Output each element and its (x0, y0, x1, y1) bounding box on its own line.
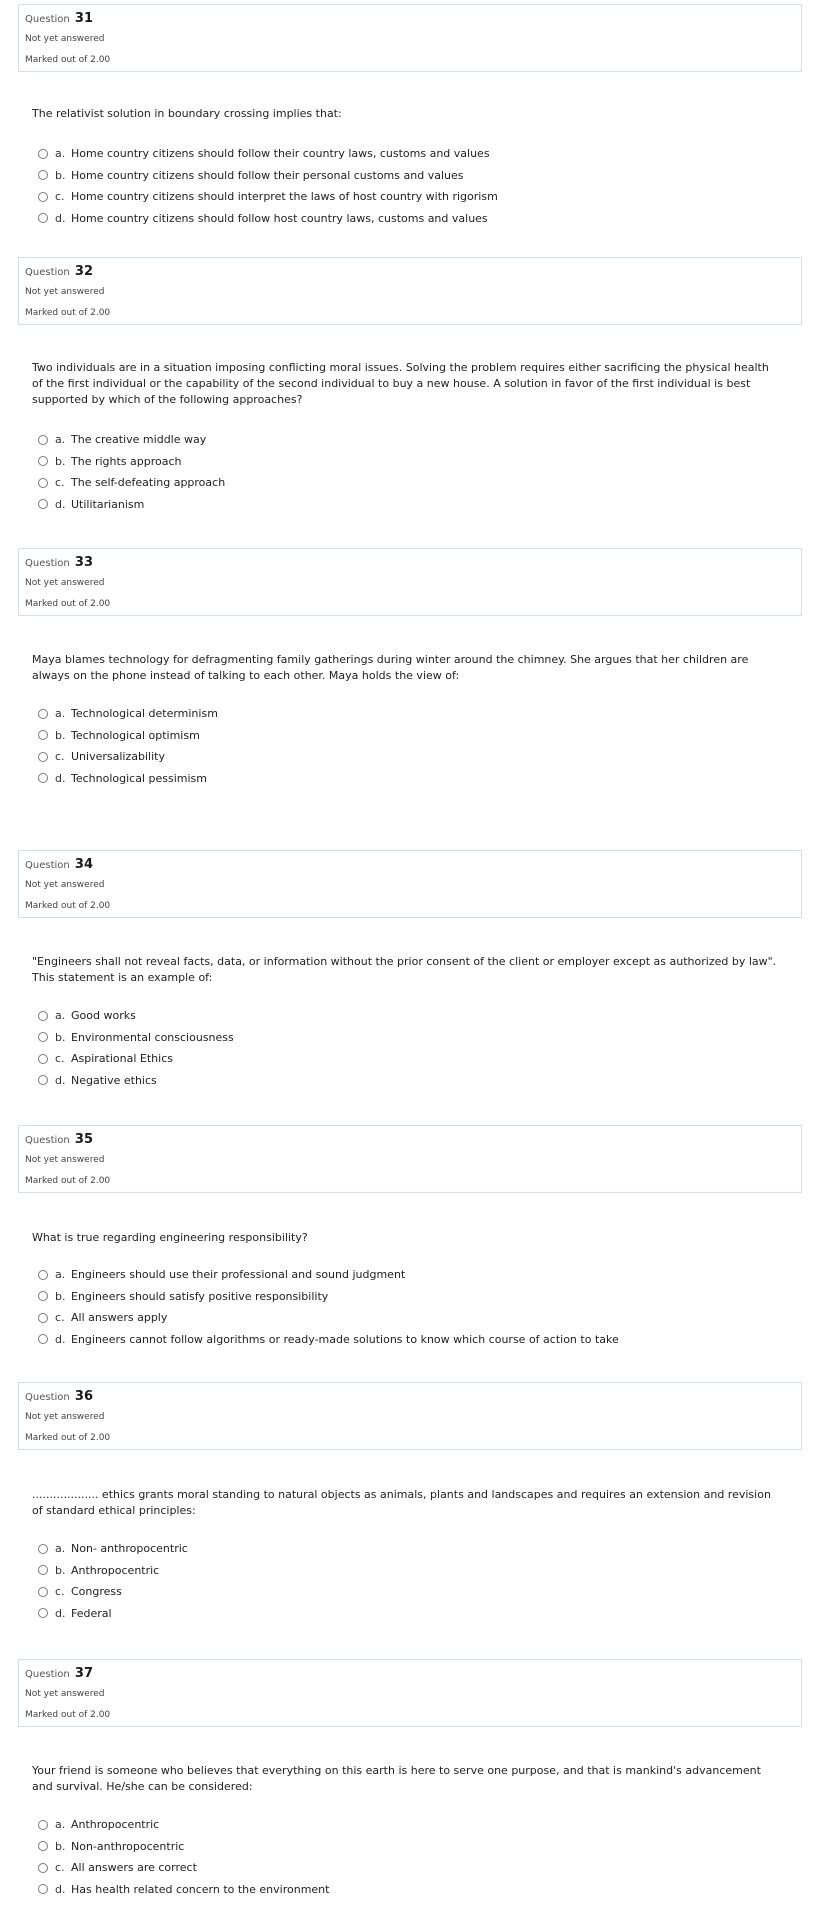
question-number-value: 32 (74, 264, 94, 279)
question-number-prefix: Question (25, 1669, 70, 1680)
question-number (25, 555, 93, 570)
answer-options (38, 1264, 758, 1350)
option-text: Non-anthropocentric (71, 1839, 185, 1853)
question-state: Not yet answered (25, 287, 105, 297)
option-text: Federal (71, 1606, 112, 1620)
option-text: Utilitarianism (71, 497, 145, 511)
question-grade: Marked out of 2.00 (25, 1176, 111, 1186)
radio-button[interactable] (38, 1565, 48, 1575)
option-letter: d. (55, 497, 66, 511)
option-text: Anthropocentric (71, 1818, 160, 1832)
option-text: Congress (71, 1585, 122, 1599)
option-text: Environmental consciousness (71, 1030, 234, 1044)
radio-button[interactable] (38, 149, 48, 159)
answer-option-c[interactable] (38, 1307, 758, 1329)
radio-button[interactable] (38, 456, 48, 466)
answer-options (38, 1005, 758, 1091)
answer-option-b[interactable] (38, 1836, 758, 1858)
answer-option-d[interactable] (38, 494, 758, 516)
radio-button[interactable] (38, 213, 48, 223)
option-letter: d. (55, 1073, 66, 1087)
option-letter: b. (55, 168, 66, 182)
option-letter: d. (55, 1332, 66, 1346)
question-number-value: 35 (74, 1132, 94, 1147)
question-state: Not yet answered (25, 880, 105, 890)
radio-button[interactable] (38, 478, 48, 488)
option-text: The creative middle way (71, 433, 207, 447)
answer-option-a[interactable] (38, 703, 758, 725)
option-text: The rights approach (71, 454, 182, 468)
option-letter: a. (55, 707, 66, 721)
question-number-prefix: Question (25, 1392, 70, 1403)
option-text: Non- anthropocentric (71, 1542, 188, 1556)
answer-option-a[interactable] (38, 1814, 758, 1836)
answer-option-a[interactable] (38, 1005, 758, 1027)
radio-button[interactable] (38, 1863, 48, 1873)
option-letter: c. (55, 476, 65, 490)
radio-button[interactable] (38, 1011, 48, 1021)
question-info-box (18, 1659, 802, 1727)
option-text: Anthropocentric (71, 1563, 160, 1577)
answer-options (38, 429, 758, 515)
option-letter: a. (55, 1009, 66, 1023)
radio-button[interactable] (38, 1841, 48, 1851)
answer-options (38, 1538, 758, 1624)
option-text: Universalizability (71, 750, 165, 764)
question-number-value: 36 (74, 1389, 94, 1404)
question-text: What is true regarding engineering responsibility? (32, 1231, 308, 1244)
question-state: Not yet answered (25, 34, 105, 44)
option-letter: b. (55, 454, 66, 468)
question-number (25, 264, 93, 279)
answer-option-d[interactable] (38, 768, 758, 790)
option-letter: c. (55, 190, 65, 204)
question-number-value: 33 (74, 555, 94, 570)
option-text: Has health related concern to the environment (71, 1882, 330, 1896)
question-grade: Marked out of 2.00 (25, 55, 111, 65)
option-letter: a. (55, 433, 66, 447)
radio-button[interactable] (38, 709, 48, 719)
option-text: Technological pessimism (71, 771, 207, 785)
radio-button[interactable] (38, 1544, 48, 1554)
option-letter: b. (55, 1289, 66, 1303)
option-text: Engineers should satisfy positive responsibility (71, 1289, 329, 1303)
question-info-box (18, 1382, 802, 1450)
question-info-box (18, 4, 802, 72)
question-state: Not yet answered (25, 1155, 105, 1165)
option-text: Good works (71, 1009, 136, 1023)
option-text: Aspirational Ethics (71, 1052, 173, 1066)
radio-button[interactable] (38, 435, 48, 445)
question-number-prefix: Question (25, 267, 70, 278)
question-number-prefix: Question (25, 14, 70, 25)
answer-option-d[interactable] (38, 1879, 758, 1901)
question-number-prefix: Question (25, 1135, 70, 1146)
question-text: Two individuals are in a situation imposing conflicting moral issues. Solving the problem requires either sacrificing the physical health of the first individual or the capability of the second individual to buy a new house. A solution in favor of the first individual is best supported by which of the following approaches? (32, 361, 769, 406)
radio-button[interactable] (38, 499, 48, 509)
answer-options (38, 703, 758, 789)
answer-option-c[interactable] (38, 1048, 758, 1070)
option-text: Home country citizens should interpret the laws of host country with rigorism (71, 190, 498, 204)
question-info-box (18, 548, 802, 616)
question-number (25, 857, 93, 872)
option-text: Engineers cannot follow algorithms or ready-made solutions to know which course of action to take (71, 1332, 619, 1346)
answer-option-b[interactable] (38, 725, 758, 747)
answer-option-c[interactable] (38, 1857, 758, 1879)
question-number (25, 1389, 93, 1404)
option-letter: c. (55, 1861, 65, 1875)
answer-option-c[interactable] (38, 746, 758, 768)
radio-button[interactable] (38, 1587, 48, 1597)
answer-option-d[interactable] (38, 1070, 758, 1092)
question-grade: Marked out of 2.00 (25, 901, 111, 911)
option-text: Home country citizens should follow their country laws, customs and values (71, 147, 490, 161)
question-text: Your friend is someone who believes that everything on this earth is here to serve one purpose, and that is mankind's advancement and survival. He/she can be considered: (32, 1764, 761, 1793)
question-number-value: 34 (74, 857, 94, 872)
question-number (25, 1132, 93, 1147)
option-text: All answers are correct (71, 1861, 197, 1875)
option-letter: d. (55, 1882, 66, 1896)
radio-button[interactable] (38, 1032, 48, 1042)
answer-option-b[interactable] (38, 165, 758, 187)
option-text: Home country citizens should follow host country laws, customs and values (71, 211, 488, 225)
option-letter: a. (55, 1818, 66, 1832)
radio-button[interactable] (38, 192, 48, 202)
question-number-prefix: Question (25, 860, 70, 871)
option-letter: b. (55, 728, 66, 742)
answer-option-c[interactable] (38, 186, 758, 208)
option-letter: d. (55, 771, 66, 785)
option-letter: c. (55, 1585, 65, 1599)
radio-button[interactable] (38, 773, 48, 783)
answer-option-b[interactable] (38, 451, 758, 473)
answer-option-a[interactable] (38, 1538, 758, 1560)
radio-button[interactable] (38, 1054, 48, 1064)
question-text: ................... ethics grants moral standing to natural objects as animals, plants and landscapes and requires an extension and revision of standard ethical principles: (32, 1488, 771, 1517)
question-state: Not yet answered (25, 1689, 105, 1699)
answer-option-c[interactable] (38, 1581, 758, 1603)
radio-button[interactable] (38, 1884, 48, 1894)
radio-button[interactable] (38, 1291, 48, 1301)
radio-button[interactable] (38, 1270, 48, 1280)
question-number (25, 11, 93, 26)
question-grade: Marked out of 2.00 (25, 599, 111, 609)
answer-option-a[interactable] (38, 429, 758, 451)
option-letter: d. (55, 211, 66, 225)
answer-option-d[interactable] (38, 1329, 758, 1351)
option-text: Technological determinism (71, 707, 218, 721)
answer-options (38, 143, 758, 229)
radio-button[interactable] (38, 1820, 48, 1830)
question-number-prefix: Question (25, 558, 70, 569)
option-letter: c. (55, 1311, 65, 1325)
radio-button[interactable] (38, 752, 48, 762)
option-letter: d. (55, 1606, 66, 1620)
question-info-box (18, 850, 802, 918)
option-letter: a. (55, 147, 66, 161)
question-state: Not yet answered (25, 1412, 105, 1422)
option-letter: b. (55, 1563, 66, 1577)
question-state: Not yet answered (25, 578, 105, 588)
radio-button[interactable] (38, 1313, 48, 1323)
option-letter: b. (55, 1030, 66, 1044)
question-grade: Marked out of 2.00 (25, 1710, 111, 1720)
option-letter: a. (55, 1542, 66, 1556)
answer-options (38, 1814, 758, 1900)
question-grade: Marked out of 2.00 (25, 308, 111, 318)
option-letter: c. (55, 750, 65, 764)
option-text: All answers apply (71, 1311, 168, 1325)
question-number-value: 37 (74, 1666, 94, 1681)
question-text: "Engineers shall not reveal facts, data, or information without the prior consent of the client or employer except as authorized by law". This statement is an example of: (32, 955, 777, 984)
question-number-value: 31 (74, 11, 94, 26)
answer-option-c[interactable] (38, 472, 758, 494)
radio-button[interactable] (38, 730, 48, 740)
option-text: Home country citizens should follow their personal customs and values (71, 168, 464, 182)
answer-option-b[interactable] (38, 1560, 758, 1582)
option-letter: b. (55, 1839, 66, 1853)
radio-button[interactable] (38, 170, 48, 180)
answer-option-b[interactable] (38, 1286, 758, 1308)
answer-option-b[interactable] (38, 1027, 758, 1049)
answer-option-d[interactable] (38, 208, 758, 230)
question-grade: Marked out of 2.00 (25, 1433, 111, 1443)
answer-option-d[interactable] (38, 1603, 758, 1625)
answer-option-a[interactable] (38, 1264, 758, 1286)
question-info-box (18, 1125, 802, 1193)
radio-button[interactable] (38, 1075, 48, 1085)
question-text: The relativist solution in boundary crossing implies that: (32, 107, 342, 120)
answer-option-a[interactable] (38, 143, 758, 165)
option-letter: a. (55, 1268, 66, 1282)
radio-button[interactable] (38, 1334, 48, 1344)
option-letter: c. (55, 1052, 65, 1066)
question-text: Maya blames technology for defragmenting family gatherings during winter around the chimney. She argues that her children are always on the phone instead of talking to each other. Maya holds the view of: (32, 653, 749, 682)
option-text: Engineers should use their professional and sound judgment (71, 1268, 406, 1282)
question-number (25, 1666, 93, 1681)
radio-button[interactable] (38, 1608, 48, 1618)
option-text: Technological optimism (71, 728, 200, 742)
option-text: Negative ethics (71, 1073, 157, 1087)
option-text: The self-defeating approach (71, 476, 226, 490)
question-info-box (18, 257, 802, 325)
